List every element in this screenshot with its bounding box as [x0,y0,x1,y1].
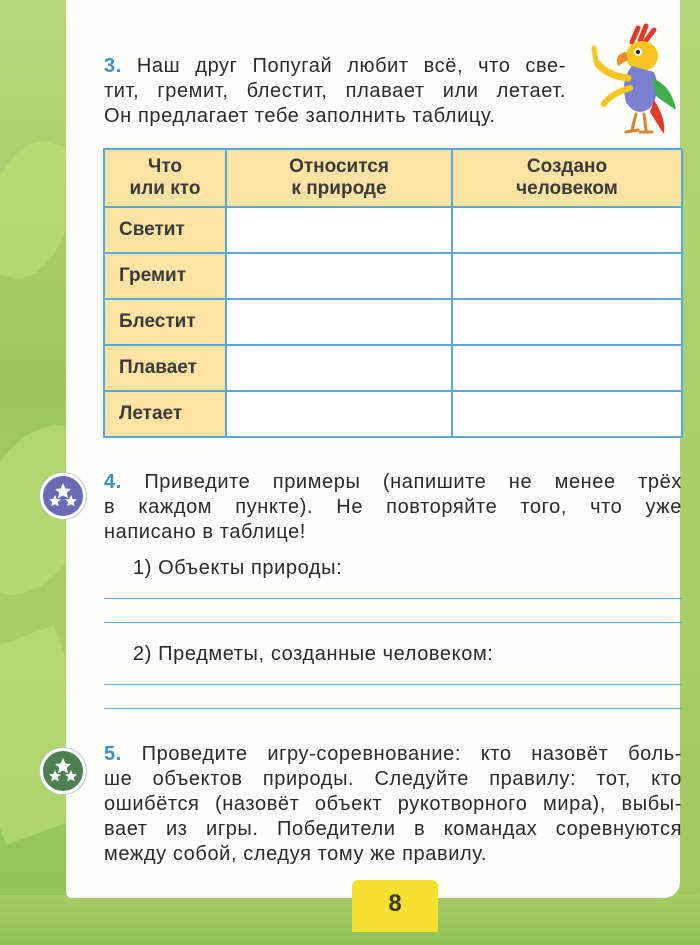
task-4-text [104,470,682,545]
task-5-number: 5. [104,743,122,765]
answer-cell-human[interactable] [452,345,682,391]
task-3-text [104,54,566,129]
table-row [104,391,682,437]
task-5-line-1: Проведите игру-соревнование: кто назовёт боль- [141,743,682,765]
writing-line[interactable] [104,684,682,685]
row-label: Светит [104,207,226,253]
answer-cell-nature[interactable] [226,253,452,299]
task-5-line-3: ошибётся (назовёт объект рукотворного мира), выбы- [104,793,682,815]
task-3-number: 3. [104,55,122,77]
task-4-line-2: в каждом пункте). Не повторяйте того, что уже [104,496,682,518]
three-stars-icon [40,473,86,519]
table-row [104,253,682,299]
task-5-line-4: вает из игры. Победители в командах соревнуются [104,818,682,840]
answer-cell-human[interactable] [452,253,682,299]
answer-cell-human[interactable] [452,207,682,253]
task-3-line-3: Он предлагает тебе заполнить таблицу. [104,105,496,127]
task-4-line-3: написано в таблице! [104,521,306,543]
parrot-icon [580,22,680,140]
task-4-number: 4. [104,471,122,493]
answer-cell-nature[interactable] [226,299,452,345]
task-5-text [104,742,682,867]
table-header-row [104,149,682,207]
table-row [104,207,682,253]
row-label: Летает [104,391,226,437]
task-3-line-2: тит, гремит, блестит, плавает или летает. [104,80,566,102]
header-nature: Относится к природе [226,149,452,207]
writing-line[interactable] [104,622,682,623]
answer-cell-nature[interactable] [226,391,452,437]
writing-line[interactable] [104,708,682,709]
answer-cell-nature[interactable] [226,345,452,391]
row-label: Блестит [104,299,226,345]
task-5-line-5: между собой, следуя тому же правилу. [104,843,487,865]
answer-cell-human[interactable] [452,299,682,345]
table-row [104,299,682,345]
item-human-made-objects: 2) Предметы, созданные человеком: [133,643,494,665]
green-bottom-background [0,895,700,945]
nature-table [103,148,683,438]
header-human-made: Создано человеком [452,149,682,207]
task-5-line-2: ше объектов природы. Следуйте правилу: тот, кто [104,768,682,790]
three-stars-icon [40,748,86,794]
table-row [104,345,682,391]
page-number: 8 [352,880,438,932]
writing-line[interactable] [104,598,682,599]
row-label: Гремит [104,253,226,299]
task-3-line-1: Наш друг Попугай любит всё, что све- [136,55,566,77]
task-4-line-1: Приведите примеры (напишите не менее трёх [144,471,682,493]
answer-cell-human[interactable] [452,391,682,437]
item-nature-objects: 1) Объекты природы: [133,557,343,579]
header-who: Что или кто [104,149,226,207]
green-side-background-right [680,0,700,945]
row-label: Плавает [104,345,226,391]
answer-cell-nature[interactable] [226,207,452,253]
